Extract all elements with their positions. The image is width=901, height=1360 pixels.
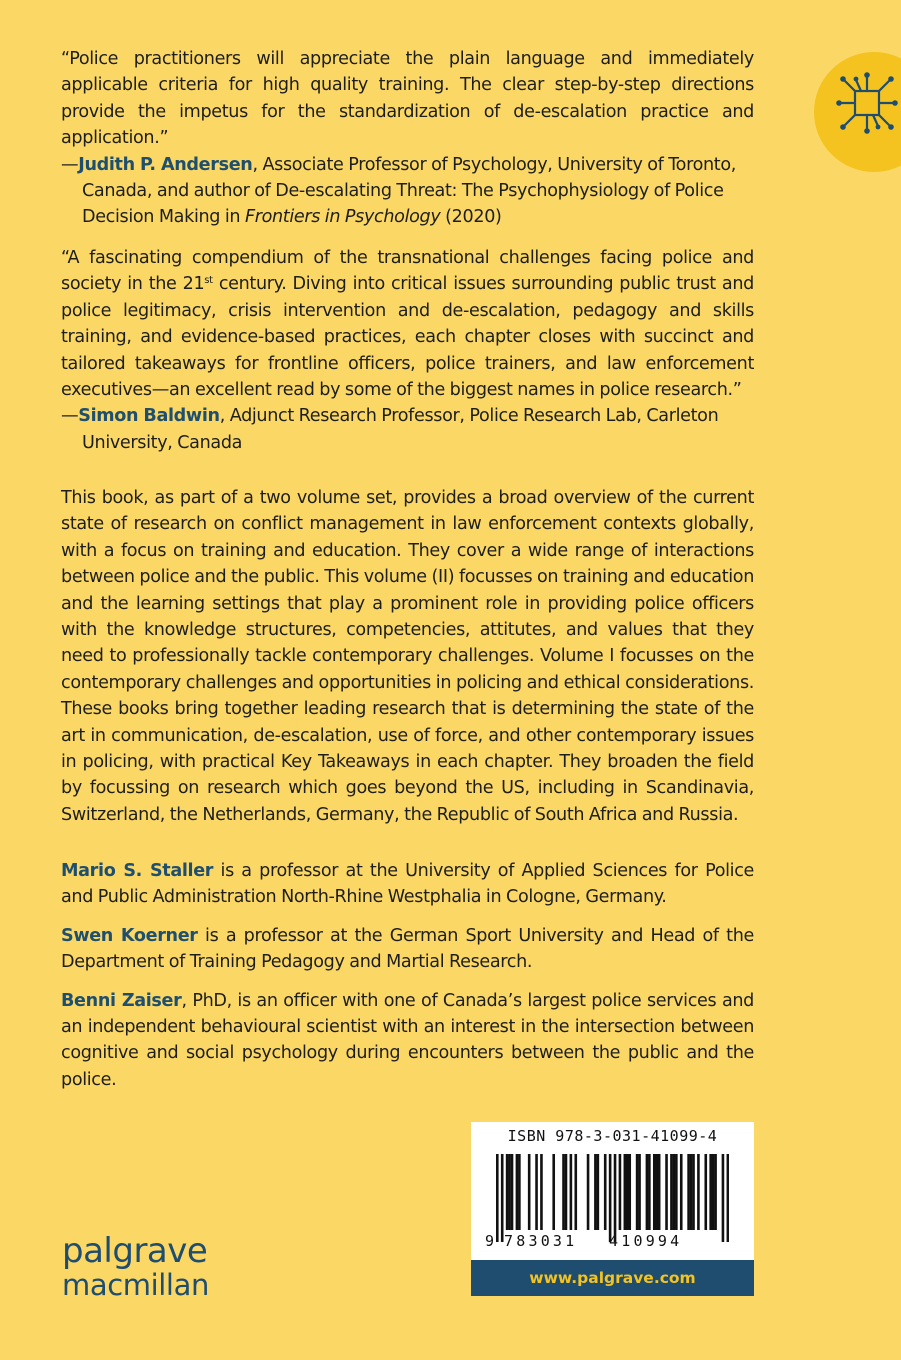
publisher-logo [62, 1231, 209, 1302]
author-bio: Mario S. Staller is a professor at the University of Applied Sciences for Police and Public Administration North-Rhine Westphalia in Cologne, Germany. [61, 861, 755, 908]
isbn-barcode-box: ISBN 978-3-031-41099-4 9 783031 410994 www.palgrave.com [471, 1122, 754, 1296]
barcode-bar [727, 1154, 729, 1242]
quote-attribution: —Simon Baldwin, Adjunct Research Professor, Police Research Lab, Carleton University, Canada [61, 406, 719, 453]
barcode-bar [709, 1154, 712, 1230]
endorser-name: Judith P. Andersen [78, 154, 253, 175]
barcode-bar [535, 1154, 538, 1230]
logo-macmillan: macmillan [62, 1268, 209, 1302]
author-name: Mario S. Staller [61, 861, 214, 881]
barcode-bar [511, 1154, 514, 1230]
barcode-bar [628, 1154, 631, 1230]
barcode-bar [614, 1154, 617, 1242]
barcode-bar [653, 1154, 656, 1230]
barcode-bar [597, 1154, 600, 1230]
barcode-bar [604, 1154, 607, 1230]
barcode-bars [496, 1154, 729, 1242]
barcode-bar [609, 1154, 612, 1242]
barcode-bar [680, 1154, 683, 1230]
author-bios [61, 858, 754, 1105]
barcode-bar [648, 1154, 651, 1230]
quote-text: “Police practitioners will appreciate the plain language and immediately applicable criteria for high quality training. The clear step-by-step directions provide the impetus for the standardization of de-escalation practice and application.” [61, 49, 754, 149]
barcode-bar [704, 1154, 707, 1230]
author-name: Swen Koerner [61, 925, 198, 946]
endorser-name: Simon Baldwin [78, 406, 220, 427]
barcode-bar [624, 1154, 627, 1230]
barcode-bar [501, 1154, 504, 1242]
barcode-bar [516, 1154, 519, 1230]
barcode-bar [655, 1154, 658, 1230]
barcode-bar [675, 1154, 678, 1230]
circuit-square-icon [832, 68, 901, 138]
barcode-bar [552, 1154, 555, 1230]
barcode-bar [574, 1154, 577, 1230]
book-description [61, 485, 754, 828]
description-text: This book, as part of a two volume set, provides a broad overview of the current state of research on conflict management in law enforcement contexts globally, with a focus on training and education. They cover a wide range of interactions between police and the public. This volume (II) focusses on training and education and the learning settings that play a prominent role in providing police officers with the knowledge structures, competencies, attitutes, and values that they need to professionally tackle contemporary challenges. Volume I focusses on the contemporary challenges and opportunities in policing and ethical considerations. These books bring together leading research that is determining the state of the art in communication, de-escalation, use of force, and other contemporary issues in policing, with practical Key Takeaways in each chapter. They broaden the field by focussing on research which goes beyond the US, including in Scandinavia, Switzerland, the Netherlands, Germany, the Republic of South Africa and Russia. [61, 488, 755, 825]
barcode-bar [619, 1154, 622, 1230]
barcode-bar [636, 1154, 639, 1230]
circuit-badge [814, 52, 901, 172]
barcode-bar [565, 1154, 568, 1230]
barcode-bar [508, 1154, 511, 1230]
barcode-bar [528, 1154, 531, 1230]
quote-text: “A fascinating compendium of the transnational challenges facing police and society in the 21st century. Diving into critical issues surrounding public trust and police legitimacy, crisis intervention and de-escalation, pedagogy and skills training, and evidence-based practices, each chapter closes with succinct and tailored takeaways for frontline officers, police trainers, and law enforcement executives—an excellent read by some of the biggest names in police research.” [61, 248, 754, 401]
barcode-bar [587, 1154, 590, 1230]
barcode-bar [712, 1154, 715, 1230]
barcode-bar [714, 1154, 717, 1230]
barcode-bar [687, 1154, 690, 1230]
author-name: Benni Zaiser [61, 990, 182, 1011]
barcode-bar [570, 1154, 573, 1230]
barcode-bar [658, 1154, 661, 1230]
endorsement-baldwin [61, 245, 754, 456]
barcode-bar [690, 1154, 693, 1230]
author-bio: Benni Zaiser, PhD, is an officer with one of Canada’s largest police services and an independent behavioural scientist with an interest in the intersection between cognitive and social psychology during encounters between the public and the police. [61, 990, 754, 1090]
barcode-bar [646, 1154, 649, 1230]
barcode-bar [692, 1154, 695, 1230]
author-bio: Swen Koerner is a professor at the German Sport University and Head of the Department of Training Pedagogy and Martial Research. [61, 925, 754, 973]
barcode-bar [673, 1154, 676, 1230]
barcode-bar [540, 1154, 543, 1230]
quote-attribution: —Judith P. Andersen, Associate Professor of Psychology, University of Toronto, Canada, and author of De-escalating Threat: The Psychophysiology of Police Decision Making in Frontiers in Psychology (2020) [61, 154, 737, 228]
endorsement-andersen [61, 46, 754, 231]
barcode-bar [722, 1154, 725, 1242]
barcode-bar [506, 1154, 509, 1230]
journal-title: Frontiers in Psychology [244, 207, 441, 228]
barcode-bar [697, 1154, 700, 1230]
publisher-url: www.palgrave.com [471, 1260, 754, 1296]
logo-palgrave: palgrave [62, 1231, 208, 1271]
barcode-bar [518, 1154, 521, 1230]
barcode-bar [670, 1154, 673, 1230]
barcode-bar [562, 1154, 565, 1230]
barcode-bar [665, 1154, 668, 1230]
barcode-bar [594, 1154, 597, 1230]
isbn-label: ISBN 978-3-031-41099-4 [507, 1127, 718, 1145]
barcode-bar [496, 1154, 499, 1242]
barcode-bar [638, 1154, 641, 1230]
barcode-bar [626, 1154, 629, 1230]
